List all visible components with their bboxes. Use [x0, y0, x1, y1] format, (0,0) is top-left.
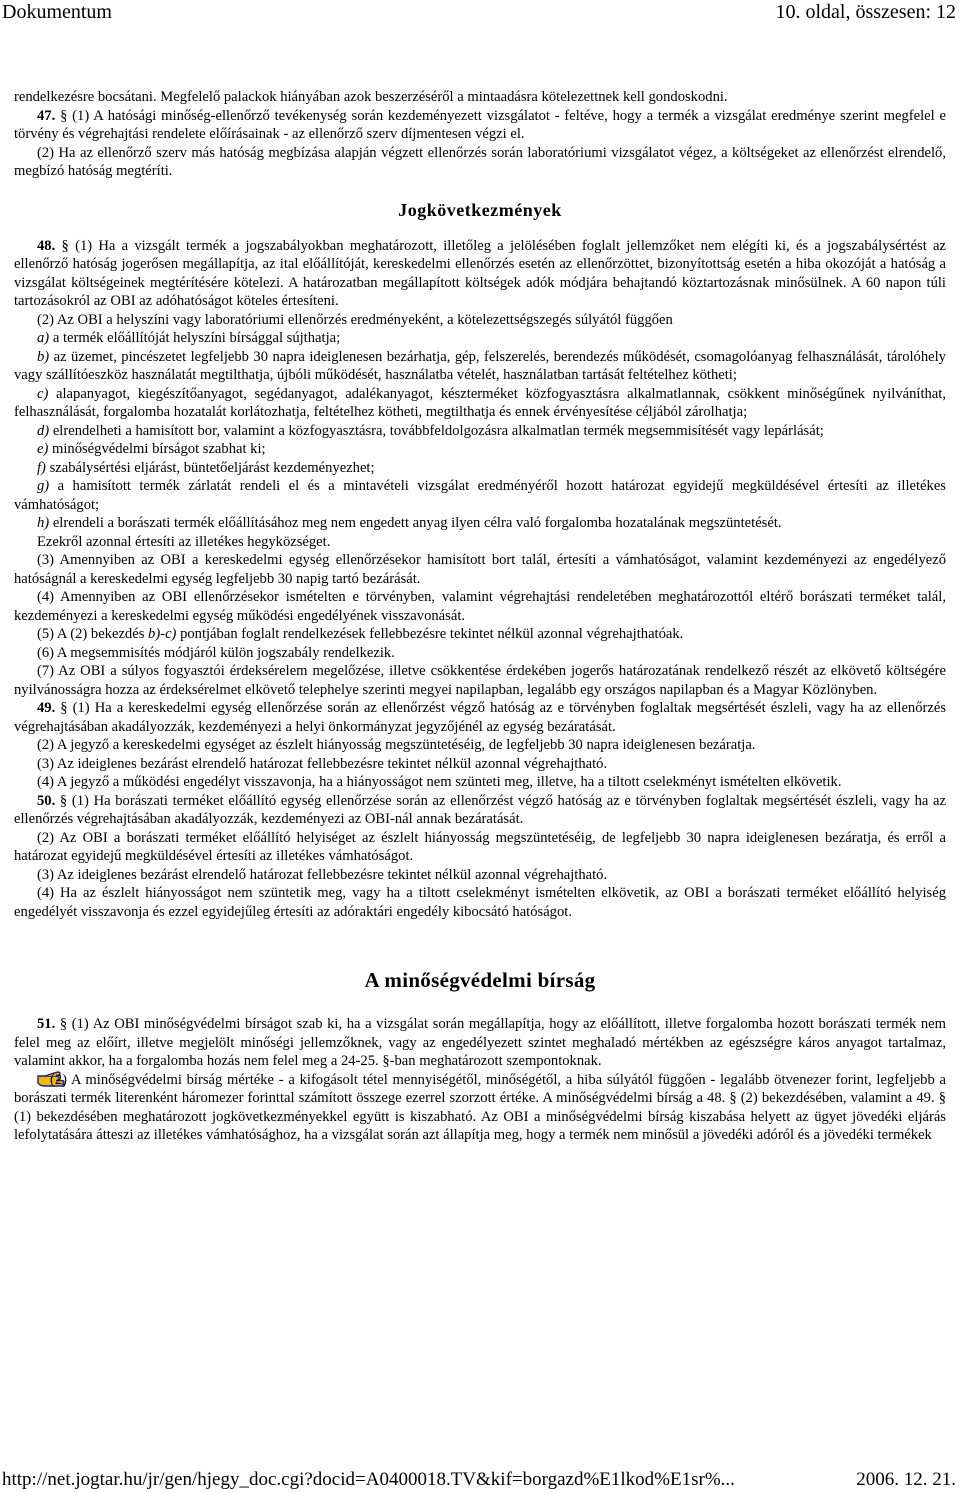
section-51-para-2: (2) A minőségvédelmi bírság mértéke - a kifogásolt tétel mennyiségétől, minőségétől, a hiba súlyától függően - legalább ötvenezer forint, legfeljebb a borászati termék literenként háromezer forinttal számított összege ezerrel szorzott értéke. A minőségvédelmi bírság a 48. § (2) bekezdésében, valamint a 49. § (1) bekezdésében meghatározott jogkövetkezményekkel együtt is kiszabható. Az OBI a minőségvédelmi bírság kiszabása helyett az ügyet jövedéki eljárás lefolytatására átteszi az illetékes vámhatósághoz, ha a vizsgálat során azt állapítja meg, hogy a termék nem minősül a jövedéki adóról és a jövedéki termékek	[14, 1071, 946, 1143]
section-51-para-1: 51. § (1) Az OBI minőségvédelmi bírságot szab ki, ha a vizsgálat során megállapítja, hogy az előállított, illetve forgalomba hozott borászati termék nem felel meg az előírt, illetve megjelölt minőségi jellemzőknek, vagy az engedélyezett szintet meghaladó mértékben az egészségre káros anyagot tartalmaz, valamint akkor, ha a forgalomba hozás nem felel meg a 24-25. §-ban meghatározott szempontoknak.	[14, 1016, 946, 1069]
section-sign-link[interactable]: §	[61, 237, 69, 254]
list-item-f: f) szabálysértési eljárást, büntetőeljárást kezdeményezhet;	[37, 459, 375, 476]
section-50-para-3: (3) Az ideiglenes bezárást elrendelő határozat fellebbezésre tekintet nélkül azonnal végrehajtható.	[37, 866, 608, 883]
section-49-para-4: (4) A jegyző a működési engedélyt visszavonja, ha a hiányosságot nem szünteti meg, illetve, ha a tiltott cselekményt ismételten elkövetik.	[37, 774, 842, 790]
section-50-number: 50.	[37, 792, 56, 809]
section-50-para-2: (2) Az OBI a borászati terméket előállító helyiséget az észlelt hiányosság megszüntetéséig, de legfeljebb 30 napra ideiglenesen bezáratja, és erről a határozat egyidejű megküldésével értesíti az illetékes vámhatóságot.	[14, 829, 946, 864]
list-item-d: d) elrendelheti a hamisított bor, valamint a közfogyasztásra, továbbfeldolgozásra alkalmatlan termék megsemmisítését vagy lepárlását;	[37, 422, 824, 439]
paragraph-continuation: rendelkezésre bocsátani. Megfelelő palackok hiányában azok beszerzéséről a mintaadásra kötelezettnek kell gondoskodni.	[14, 89, 728, 105]
list-item-g: g) a hamisított termék zárlatát rendeli el és a mintavételi vizsgálat eredményéről hozott határozat egyidejű megküldésével értesíti az illetékes vámhatóságot;	[14, 478, 946, 513]
section-49-para-1: 49. § (1) Ha a kereskedelmi egység ellenőrzése során az ellenőrzést végző hatóság az e törvényben foglaltak megsértését észleli, vagy ha az ellenőrzés végrehajtásában akadályozzák, kezdeményezi a helyi önkormányzat jegyzőjénél az egység bezáratását.	[14, 700, 947, 735]
document-label: Dokumentum	[2, 1, 112, 23]
section-sign-link[interactable]: §	[59, 792, 68, 809]
document-body	[14, 88, 946, 1145]
section-47-para-2: (2) Ha az ellenőrző szerv más hatóság megbízása alapján végzett ellenőrzés során laboratóriumi vizsgálatot végez, a költségeket az ellenőrzést elrendelő, megbízó hatóság megtéríti.	[14, 144, 946, 179]
page-header	[0, 0, 960, 26]
source-url[interactable]: http://net.jogtar.hu/jr/gen/hjegy_doc.cgi?docid=A0400018.TV&kif=borgazd%E1lkod%E1sr%...	[2, 1469, 735, 1490]
section-sign-link[interactable]: §	[60, 700, 68, 716]
notification-note: Ezekről azonnal értesíti az illetékes hegyközséget.	[37, 533, 331, 550]
section-47-number: 47.	[37, 107, 56, 124]
list-item-c: c) alapanyagot, kiegészítőanyagot, segédanyagot, adalékanyagot, készterméket közfogyasztásra alkalmatlannak, csökkent minőségűnek nyilváníthat, felhasználását, forgalomba hozatalát korlátozhatja, feltételhez kötheti, megtilthatja és ennek érvényesítése céljából zárolhatja;	[14, 385, 946, 420]
list-item-a: a) a termék előállítóját helyszíni bírsággal sújthatja;	[37, 330, 341, 346]
list-item-e: e) minőségvédelmi bírságot szabhat ki;	[37, 441, 266, 457]
section-49-para-2: (2) A jegyző a kereskedelmi egységet az észlelt hiányosság megszüntetéséig, de legfeljebb 30 napra ideiglenesen bezáratja.	[37, 737, 756, 753]
section-49-number: 49.	[37, 700, 56, 716]
section-50-para-1: 50. § (1) Ha borászati terméket előállító egység ellenőrzése során az ellenőrzést végző hatóság az e törvényben foglaltak megsértését észleli, vagy ha az ellenőrzés végrehajtásában akadályozzák, kezdeményezi az OBI-nál annak bezáratását.	[14, 792, 946, 827]
section-48-para-3: (3) Amennyiben az OBI a kereskedelmi egység ellenőrzésekor hamisított bort talál, értesíti a vámhatóságot, valamint kezdeményezi az engedélyező hatóságnál a kereskedelmi egység legfeljebb 30 napig tartó bezárását.	[14, 552, 946, 587]
heading-jogkovetkezmenyek: Jogkövetkezmények	[398, 199, 562, 220]
section-50-para-4: (4) Ha az észlelt hiányosságot nem szüntetik meg, vagy ha a tiltott cselekményt ismételten elkövetik, az OBI a borászati terméket előállító helyiség engedélyét visszavonja és ezzel egyidejűleg értesíti az adóraktári engedély kibocsátó hatóságot.	[14, 885, 946, 920]
section-sign-link[interactable]: §	[59, 1016, 68, 1032]
section-48-para-4: (4) Amennyiben az OBI ellenőrzésekor ismételten e törvényben, valamint végrehajtási rendeletében meghatározottól eltérő borászati terméket talál, kezdeményezi a kereskedelmi egység működési engedélyének visszavonását.	[14, 589, 946, 624]
section-51-number: 51.	[37, 1016, 56, 1032]
pointing-hand-icon[interactable]	[14, 1071, 46, 1087]
section-48-para-2: (2) Az OBI a helyszíni vagy laboratóriumi ellenőrzés eredményeként, a kötelezettségszegés súlyától függően	[37, 311, 673, 328]
list-item-h: h) elrendeli a borászati termék előállításához meg nem engedett anyag ilyen célra való forgalomba hozatalának megszüntetését.	[37, 515, 782, 531]
section-48-number: 48.	[37, 237, 56, 254]
section-sign-link[interactable]: §	[60, 107, 68, 124]
section-49-para-3: (3) Az ideiglenes bezárást elrendelő határozat fellebbezésre tekintet nélkül azonnal végrehajtható.	[37, 755, 608, 772]
page-footer	[0, 1469, 960, 1493]
heading-minosegvedelmi-birsag: A minőségvédelmi bírság	[364, 968, 596, 992]
section-48-para-5: (5) A (2) bekezdés b)-c) pontjában foglalt rendelkezések fellebbezésre tekintet nélkül azonnal végrehajthatóak.	[37, 626, 684, 642]
section-48-para-1: 48. § (1) Ha a vizsgált termék a jogszabályokban meghatározott, illetőleg a jelölésében foglalt jellemzőket nem elégíti ki, és a jogszabálysértést az ellenőrző hatóság jogerősen megállapítja, az ital előállítóját, kereskedelmi ellenőrzés esetén az ellenőrzöttet, bizonyítottság esetén a hiba okozóját a hatóság a vizsgálat költségeinek megtérítésére kötelezi. A határozatban megállapított költségek adók módjára behajtandó köztartozásnak minősülnek. A 60 napon túli tartozásokról az OBI az adóhatóságot köteles értesíteni.	[14, 237, 946, 309]
section-47-para-1: 47. § (1) A hatósági minőség-ellenőrző tevékenység során kezdeményezett vizsgálatot - feltéve, hogy a termék a vizsgálat eredménye szerint megfelel e törvény és végrehajtási rendelete előírásainak - az ellenőrző szerv díjmentesen végzi el.	[14, 107, 946, 142]
list-item-b: b) az üzemet, pincészetet legfeljebb 30 napra ideiglenesen bezárhatja, gép, felszerelés, berendezés működését, csomagolóanyag felhasználását, tárolóhely vagy szállítóeszköz használatát megtilthatja, újbóli működését, használatba vételét, használatban tartását feltételhez kötheti;	[14, 348, 946, 383]
section-48-para-7: (7) Az OBI a súlyos fogyasztói érdeksérelem megelőzése, illetve csökkentése érdekében jogerős határozatának rendelkező részét az elkövető költségére nyilvánosságra hozza az érdeksérelmet elkövető telephelye szerinti megyei napilapban, legalább egy országos napilapban és a Magyar Közlönyben.	[14, 663, 946, 698]
page-counter: 10. oldal, összesen: 12	[775, 1, 956, 23]
section-48-para-6: (6) A megsemmisítés módjáról külön jogszabály rendelkezik.	[37, 644, 395, 661]
print-date: 2006. 12. 21.	[856, 1469, 956, 1490]
